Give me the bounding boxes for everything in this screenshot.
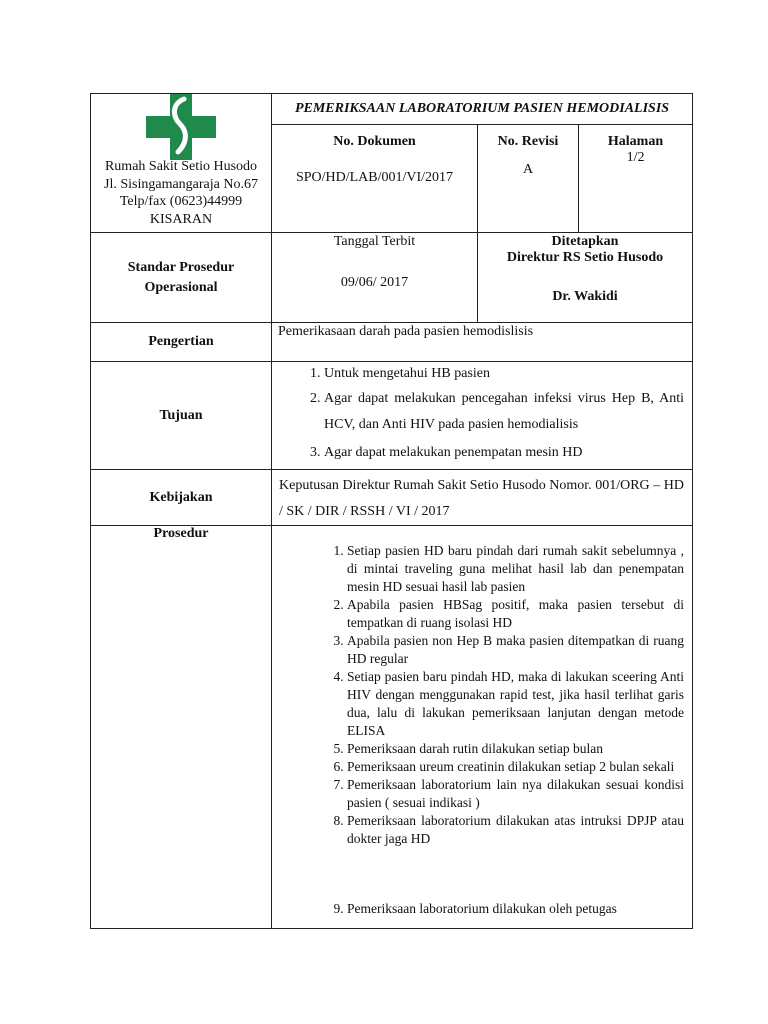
list-item: 5. Pemeriksaan darah rutin dilakukan setiap bulan <box>347 740 684 758</box>
hospital-phone: Telp/fax (0623)44999 <box>119 194 243 209</box>
prosedur-list <box>272 542 692 918</box>
tujuan-list <box>272 364 692 466</box>
list-item: 1. Setiap pasien HD baru pindah dari rumah sakit sebelumnya , di mintai traveling guna melihat hasil lab dan penempatan mesin HD sesuai hasil lab pasien <box>347 542 684 596</box>
list-item: 4. Setiap pasien baru pindah HD, maka di lakukan sceering Anti HIV dengan menggunakan rapid test, jika hasil terlihat garis dua, lalu di lakukan pemeriksaan lanjutan dengan metode ELISA <box>347 668 684 740</box>
list-item: 3. Apabila pasien non Hep B maka pasien ditempatkan di ruang HD regular <box>347 632 684 668</box>
ditetapkan-label: Ditetapkan <box>551 234 619 249</box>
list-item: 7. Pemeriksaan laboratorium lain nya dilakukan sesuai kondisi pasien ( sesuai indikasi ) <box>347 776 684 812</box>
no-revisi-label: No. Revisi <box>497 134 559 149</box>
prosedur-cell <box>272 526 693 929</box>
tanggal-terbit-label: Tanggal Terbit <box>333 234 416 249</box>
hospital-street: Jl. Sisingamangaraja No.67 <box>104 176 258 192</box>
hospital-identity-cell <box>91 94 272 233</box>
list-item: 6. Pemeriksaan ureum creatinin dilakukan setiap 2 bulan sekali <box>347 758 684 776</box>
pengertian-text: Pemerikasaan darah pada pasien hemodislisis <box>272 323 693 362</box>
kebijakan-label: Kebijakan <box>91 470 272 526</box>
spo-label-line1: Standar Prosedur <box>127 259 235 275</box>
list-item: 9. Pemeriksaan laboratorium dilakukan oleh petugas <box>347 900 684 918</box>
list-item: 3. Agar dapat melakukan penempatan mesin HD <box>324 440 684 466</box>
tujuan-label: Tujuan <box>91 362 272 470</box>
tanggal-terbit-value: 09/06/ 2017 <box>340 275 409 290</box>
no-dokumen-cell <box>272 125 478 233</box>
list-item: 2. Agar dapat melakukan pencegahan infeksi virus Hep B, Anti HCV, dan Anti HIV pada pasien hemodialisis <box>324 386 684 438</box>
hospital-city: KISARAN <box>149 211 213 227</box>
no-revisi-value: A <box>522 162 534 177</box>
list-item: 1. Untuk mengetahui HB pasien <box>324 364 684 384</box>
direktur-name: Dr. Wakidi <box>552 289 618 304</box>
no-revisi-cell <box>478 125 579 233</box>
document-title: PEMERIKSAAN LABORATORIUM PASIEN HEMODIALISIS <box>272 94 693 125</box>
spo-label-line2: Operasional <box>144 279 218 295</box>
halaman-value: 1/2 <box>626 150 645 165</box>
hospital-cross-s-logo-icon <box>146 94 216 160</box>
list-item: 8. Pemeriksaan laboratorium dilakukan atas intruksi DPJP atau dokter jaga HD <box>347 812 684 848</box>
kebijakan-text: Keputusan Direktur Rumah Sakit Setio Husodo Nomor. 001/ORG – HD / SK / DIR / RSSH / VI / 2017 <box>272 470 693 526</box>
no-dokumen-value: SPO/HD/LAB/001/VI/2017 <box>295 170 454 185</box>
pengertian-label: Pengertian <box>91 323 272 362</box>
hospital-address <box>91 158 271 228</box>
spo-table <box>90 93 693 929</box>
direktur-title: Direktur RS Setio Husodo <box>506 250 664 265</box>
halaman-cell <box>579 125 693 233</box>
tujuan-cell <box>272 362 693 470</box>
prosedur-label: Prosedur <box>91 526 272 929</box>
ditetapkan-cell <box>478 233 693 323</box>
spo-label-cell <box>91 233 272 323</box>
hospital-name: Rumah Sakit Setio Husodo <box>104 159 258 174</box>
tanggal-terbit-cell <box>272 233 478 323</box>
list-item: 2. Apabila pasien HBSag positif, maka pasien tersebut di tempatkan di ruang isolasi HD <box>347 596 684 632</box>
no-dokumen-label: No. Dokumen <box>333 134 416 149</box>
halaman-label: Halaman <box>607 134 664 149</box>
